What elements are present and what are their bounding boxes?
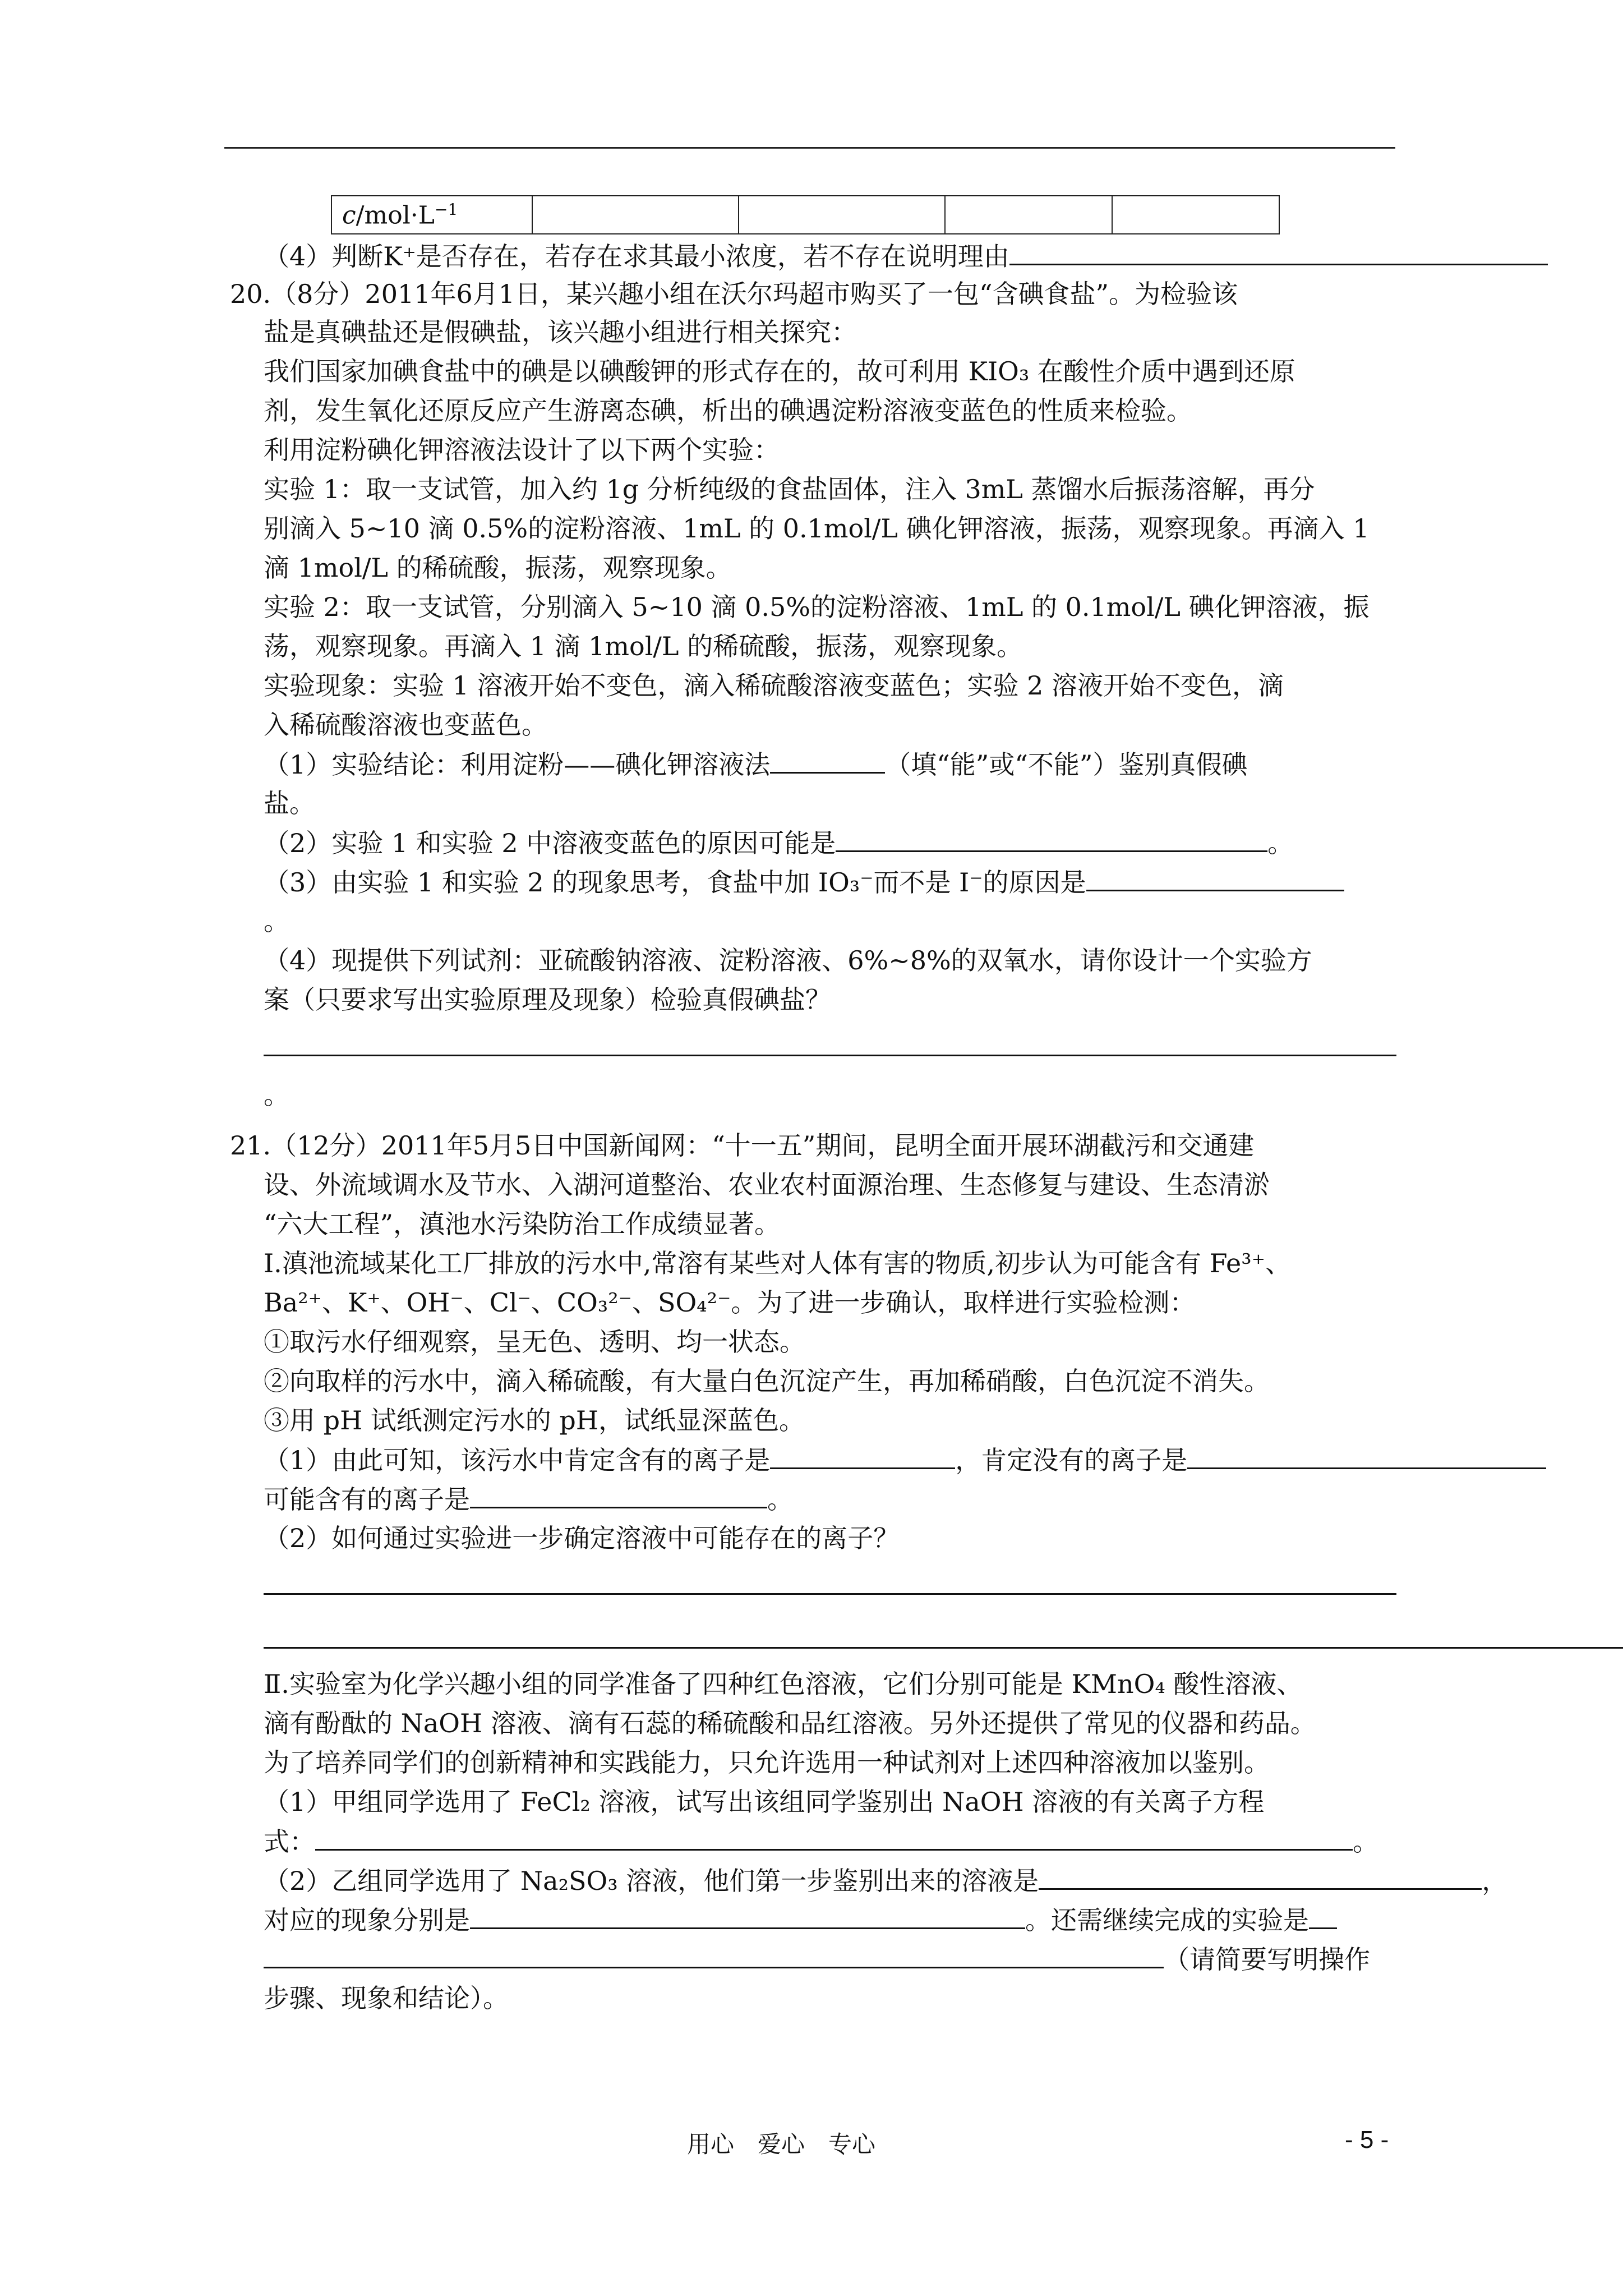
q21-II-part1-cont: 式： 。: [264, 1824, 1378, 1858]
q21-part-II-intro: 为了培养同学们的创新精神和实践能力，只允许选用一种试剂对上述四种溶液加以鉴别。: [264, 1747, 1270, 1778]
q21-II-part2-cont: （请简要写明操作: [264, 1942, 1370, 1976]
q21-part-II-intro: Ⅱ.实验室为化学兴趣小组的同学准备了四种红色溶液，它们分别可能是 KMnO₄ 酸性溶液、: [264, 1669, 1303, 1699]
q20-experiment1: 实验 1：取一支试管，加入约 1g 分析纯级的食盐固体，注入 3mL 蒸馏水后振荡溶解，再分: [264, 474, 1315, 504]
footer-text: 用心 爱心 专心: [687, 2131, 876, 2158]
table-cell: [739, 196, 945, 234]
q21-part-II-intro: 滴有酚酞的 NaOH 溶液、滴有石蕊的稀硫酸和品红溶液。另外还提供了常见的仪器和药品。: [264, 1708, 1316, 1738]
answer-blank[interactable]: [470, 1482, 767, 1508]
q20-part3: （3）由实验 1 和实验 2 的现象思考，食盐中加 IO₃⁻而不是 I⁻的原因是: [264, 865, 1344, 899]
q21-step: ③用 pH 试纸测定污水的 pH，试纸显深蓝色。: [264, 1405, 805, 1435]
answer-line[interactable]: [264, 1647, 1623, 1649]
table-cell: [945, 196, 1112, 234]
q21-heading: 21.（12分）2011年5月5日中国新闻网：“十一五”期间，昆明全面开展环湖截污和交通建: [230, 1130, 1255, 1161]
table-row: [331, 196, 1279, 234]
header-rule: [224, 147, 1395, 149]
q21-step: ①取污水仔细观察，呈无色、透明、均一状态。: [264, 1327, 805, 1357]
q20-part4-cont: 案（只要求写出实验原理及现象）检验真假碘盐？: [264, 984, 831, 1015]
q21-step: ②向取样的污水中，滴入稀硫酸，有大量白色沉淀产生，再加稀硝酸，白色沉淀不消失。: [264, 1366, 1270, 1396]
q20-phenomenon: 入稀硫酸溶液也变蓝色。: [264, 710, 547, 740]
q21-II-part1: （1）甲组同学选用了 FeCl₂ 溶液，试写出该组同学鉴别出 NaOH 溶液的有关离子方程: [264, 1787, 1265, 1817]
q20-experiment2: 荡，观察现象。再滴入 1 滴 1mol/L 的稀硫酸，振荡，观察现象。: [264, 631, 1023, 661]
q20-part1: （1）实验结论：利用淀粉——碘化钾溶液法 （填“能”或“不能”）鉴别真假碘: [264, 747, 1247, 781]
q21-I-part1-cont: 可能含有的离子是 。: [264, 1482, 793, 1516]
answer-blank[interactable]: [264, 1942, 1164, 1968]
q20-intro-line: 我们国家加碘食盐中的碘是以碘酸钾的形式存在的，故可利用 KIO₃ 在酸性介质中遇到还原: [264, 356, 1295, 386]
concentration-table: [331, 195, 1280, 234]
answer-blank[interactable]: [770, 747, 885, 774]
q20-part4-end: 。: [264, 1080, 289, 1110]
table-cell: [1112, 196, 1279, 234]
q20-phenomenon: 实验现象：实验 1 溶液开始不变色，滴入稀硫酸溶液变蓝色；实验 2 溶液开始不变色，滴: [264, 670, 1284, 701]
answer-blank[interactable]: [470, 1903, 1025, 1929]
q19-part4: （4）判断K⁺是否存在，若存在求其最小浓度，若不存在说明理由: [264, 239, 1548, 273]
answer-blank[interactable]: [1309, 1903, 1337, 1929]
q21-II-part2: （2）乙组同学选用了 Na₂SO₃ 溶液，他们第一步鉴别出来的溶液是 ，: [264, 1864, 1507, 1898]
q20-heading-cont: 盐是真碘盐还是假碘盐，该兴趣小组进行相关探究：: [264, 317, 857, 347]
page-number: - 5 -: [1345, 2126, 1389, 2154]
q20-heading: 20.（8分）2011年6月1日，某兴趣小组在沃尔玛超市购买了一包“含碘食盐”。为检验该: [230, 279, 1238, 309]
answer-blank[interactable]: [1086, 865, 1344, 891]
q21-I-part1: （1）由此可知，该污水中肯定含有的离子是 ，肯定没有的离子是: [264, 1443, 1546, 1477]
q20-part1-cont: 盐。: [264, 788, 315, 818]
table-row-label: $c/mol\cdot L^{-1}$: [331, 196, 532, 234]
q21-II-part2-end: 步骤、现象和结论）。: [264, 1983, 509, 2013]
q21-heading-cont: 设、外流域调水及节水、入湖河道整治、农业农村面源治理、生态修复与建设、生态清淤: [264, 1170, 1270, 1200]
q21-II-part2-cont: 对应的现象分别是 。还需继续完成的实验是: [264, 1903, 1337, 1937]
q21-I-part2: （2）如何通过实验进一步确定溶液中可能存在的离子？: [264, 1523, 900, 1553]
answer-blank[interactable]: [1039, 1864, 1482, 1890]
answer-line[interactable]: [264, 1593, 1396, 1595]
q20-intro-line: 剂，发生氧化还原反应产生游离态碘，析出的碘遇淀粉溶液变蓝色的性质来检验。: [264, 395, 1192, 426]
answer-blank[interactable]: [836, 826, 1267, 852]
q20-intro-line: 利用淀粉碘化钾溶液法设计了以下两个实验：: [264, 435, 780, 465]
q20-experiment1: 别滴入 5~10 滴 0.5%的淀粉溶液、1mL 的 0.1mol/L 碘化钾溶液，振荡，观察现象。再滴入 1: [264, 513, 1370, 544]
q20-experiment2: 实验 2：取一支试管，分别滴入 5~10 滴 0.5%的淀粉溶液、1mL 的 0.1mol/L 碘化钾溶液，振: [264, 592, 1370, 622]
table-cell: [532, 196, 739, 234]
answer-blank[interactable]: [1187, 1443, 1546, 1469]
q21-part-I-intro: Ⅰ.滇池流域某化工厂排放的污水中,常溶有某些对人体有害的物质,初步认为可能含有 Fe³⁺、: [264, 1248, 1292, 1278]
answer-blank[interactable]: [315, 1824, 1353, 1851]
q20-experiment1: 滴 1mol/L 的稀硫酸，振荡，观察现象。: [264, 553, 732, 583]
q21-part-I-intro: Ba²⁺、K⁺、OH⁻、Cl⁻、CO₃²⁻、SO₄²⁻。为了进一步确认，取样进行实验检测：: [264, 1287, 1196, 1318]
answer-line[interactable]: [264, 1055, 1396, 1056]
q20-part3-end: 。: [264, 906, 289, 936]
q21-heading-cont: “六大工程”，滇池水污染防治工作成绩显著。: [264, 1209, 781, 1239]
answer-blank[interactable]: [1009, 239, 1548, 265]
q20-part2: （2）实验 1 和实验 2 中溶液变蓝色的原因可能是 。: [264, 826, 1293, 860]
q20-part4: （4）现提供下列试剂：亚硫酸钠溶液、淀粉溶液、6%~8%的双氧水，请你设计一个实验方: [264, 945, 1312, 976]
answer-blank[interactable]: [770, 1443, 955, 1469]
